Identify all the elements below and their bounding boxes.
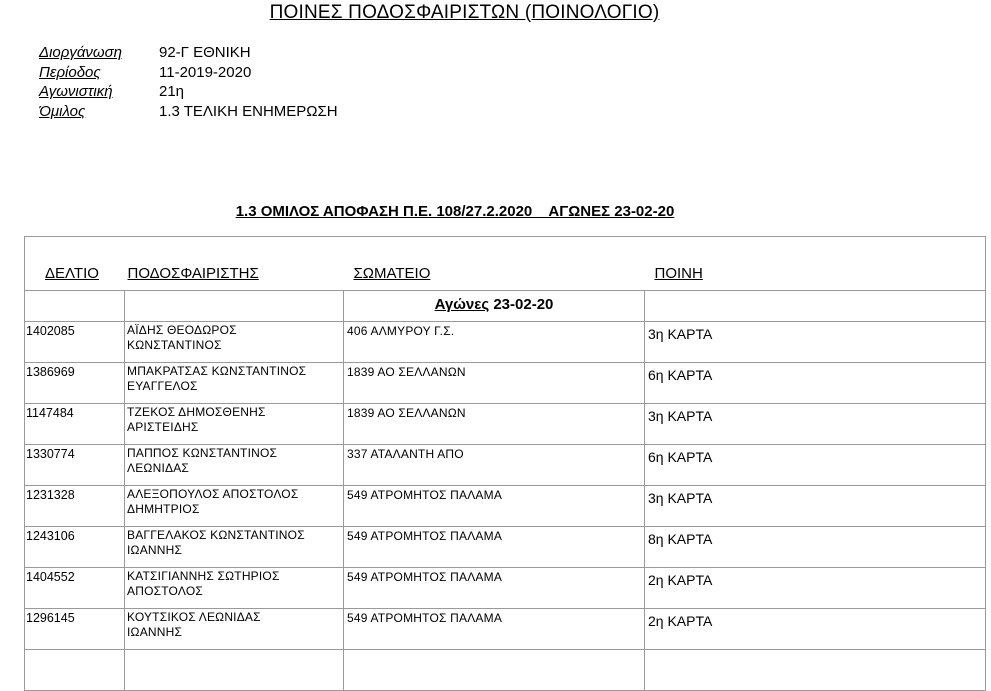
meta-label: Περίοδος <box>39 63 101 81</box>
group-cell-empty <box>25 291 125 322</box>
meta-value: 92-Γ ΕΘΝΙΚΗ <box>159 44 251 61</box>
cell-code: 1243106 <box>25 527 125 568</box>
player-father-name: ΚΩΝΣΤΑΝΤΙΝΟΣ <box>127 338 222 352</box>
table-row <box>25 322 986 363</box>
player-father-name: ΔΗΜΗΤΡΙΟΣ <box>127 502 200 516</box>
cell-player <box>125 445 344 486</box>
cell-code: 1296145 <box>25 609 125 650</box>
penalties-table <box>24 236 986 691</box>
player-father-name: ΑΠΟΣΤΟΛΟΣ <box>127 584 203 598</box>
table-row <box>25 404 986 445</box>
cell-penalty: 3η ΚΑΡΤΑ <box>645 486 986 527</box>
table-row <box>25 486 986 527</box>
cell-club <box>344 650 645 691</box>
meta-value: 11-2019-2020 <box>159 63 252 81</box>
cell-penalty: 6η ΚΑΡΤΑ <box>645 445 986 486</box>
cell-penalty: 3η ΚΑΡΤΑ <box>645 404 986 445</box>
cell-penalty: 2η ΚΑΡΤΑ <box>645 568 986 609</box>
group-label-underlined: Αγώνες <box>434 296 490 313</box>
player-surname-name: ΜΠΑΚΡΑΤΣΑΣ ΚΩΝΣΤΑΝΤΙΝΟΣ <box>127 364 307 378</box>
cell-club: 1839 ΑΟ ΣΕΛΛΑΝΩΝ <box>344 363 645 404</box>
cell-code: 1386969 <box>25 363 125 404</box>
cell-penalty: 6η ΚΑΡΤΑ <box>645 363 986 404</box>
group-label-date: 23-02-20 <box>489 296 554 313</box>
player-surname-name: ΚΑΤΣΙΓΙΑΝΝΗΣ ΣΩΤΗΡΙΟΣ <box>127 569 280 583</box>
cell-club: 549 ΑΤΡΟΜΗΤΟΣ ΠΑΛΑΜΑ <box>344 527 645 568</box>
cell-club: 337 ΑΤΑΛΑΝΤΗ ΑΠΟ <box>344 445 645 486</box>
cell-club: 406 ΑΛΜΥΡΟΥ Γ.Σ. <box>344 322 645 363</box>
cell-player <box>125 568 344 609</box>
group-label <box>344 291 645 322</box>
meta-label: Διοργάνωση <box>39 44 122 61</box>
group-cell-empty <box>125 291 344 322</box>
penalties-table-wrapper <box>24 236 985 691</box>
cell-penalty: 2η ΚΑΡΤΑ <box>645 609 986 650</box>
cell-player <box>125 363 344 404</box>
cell-code: 1402085 <box>25 322 125 363</box>
meta-value: 1.3 ΤΕΛΙΚΗ ΕΝΗΜΕΡΩΣΗ <box>159 102 338 120</box>
table-row-partial <box>25 650 986 691</box>
column-header-club: ΣΩΜΑΤΕΙΟ <box>344 237 645 291</box>
section-heading: 1.3 ΟΜΙΛΟΣ ΑΠΟΦΑΣΗ Π.Ε. 108/27.2.2020 ΑΓΩΝΕΣ 23-02-20 <box>235 203 675 220</box>
document-title: ΠΟΙΝΕΣ ΠΟΔΟΣΦΑΙΡΙΣΤΩΝ (ΠΟΙΝΟΛΟΓΙΟ) <box>269 2 660 23</box>
cell-player <box>125 486 344 527</box>
meta-row-matchday <box>39 82 338 102</box>
player-surname-name: ΚΟΥΤΣΙΚΟΣ ΛΕΩΝΙΔΑΣ <box>127 610 261 624</box>
cell-code: 1231328 <box>25 486 125 527</box>
player-surname-name: ΑΛΕΞΟΠΟΥΛΟΣ ΑΠΟΣΤΟΛΟΣ <box>127 487 299 501</box>
player-father-name: ΙΩΑΝΝΗΣ <box>127 543 183 557</box>
cell-player <box>125 609 344 650</box>
table-row <box>25 445 986 486</box>
table-row <box>25 609 986 650</box>
table-row <box>25 363 986 404</box>
document-meta <box>39 43 338 121</box>
cell-player <box>125 404 344 445</box>
player-father-name: ΕΥΑΓΓΕΛΟΣ <box>127 379 198 393</box>
cell-code: 1330774 <box>25 445 125 486</box>
player-father-name: ΛΕΩΝΙΔΑΣ <box>127 461 190 475</box>
cell-code: 1147484 <box>25 404 125 445</box>
cell-player <box>125 650 344 691</box>
group-cell-empty <box>645 291 986 322</box>
player-surname-name: ΒΑΓΓΕΛΑΚΟΣ ΚΩΝΣΤΑΝΤΙΝΟΣ <box>127 528 305 542</box>
group-row <box>25 291 986 322</box>
player-surname-name: ΠΑΠΠΟΣ ΚΩΝΣΤΑΝΤΙΝΟΣ <box>127 446 278 460</box>
player-surname-name: ΤΖΕΚΟΣ ΔΗΜΟΣΘΕΝΗΣ <box>127 405 266 419</box>
meta-value: 21η <box>159 83 185 100</box>
meta-label: Αγωνιστική <box>39 83 113 100</box>
player-father-name: ΑΡΙΣΤΕΙΔΗΣ <box>127 420 199 434</box>
player-surname-name: ΑΪΔΗΣ ΘΕΟΔΩΡΟΣ <box>127 323 237 337</box>
cell-player <box>125 527 344 568</box>
table-header-row <box>25 237 986 291</box>
cell-penalty: 3η ΚΑΡΤΑ <box>645 322 986 363</box>
table-row <box>25 568 986 609</box>
column-header-code: ΔΕΛΤΙΟ <box>25 237 125 291</box>
meta-row-competition <box>39 43 338 63</box>
column-header-player: ΠΟΔΟΣΦΑΙΡΙΣΤΗΣ <box>125 237 344 291</box>
cell-player <box>125 322 344 363</box>
table-row <box>25 527 986 568</box>
cell-penalty <box>645 650 986 691</box>
cell-code <box>25 650 125 691</box>
cell-club: 549 ΑΤΡΟΜΗΤΟΣ ΠΑΛΑΜΑ <box>344 486 645 527</box>
meta-row-group <box>39 102 338 122</box>
cell-penalty: 8η ΚΑΡΤΑ <box>645 527 986 568</box>
column-header-penalty: ΠΟΙΝΗ <box>645 237 986 291</box>
cell-code: 1404552 <box>25 568 125 609</box>
cell-club: 1839 ΑΟ ΣΕΛΛΑΝΩΝ <box>344 404 645 445</box>
player-father-name: ΙΩΑΝΝΗΣ <box>127 625 183 639</box>
meta-row-period <box>39 63 338 83</box>
cell-club: 549 ΑΤΡΟΜΗΤΟΣ ΠΑΛΑΜΑ <box>344 609 645 650</box>
cell-club: 549 ΑΤΡΟΜΗΤΟΣ ΠΑΛΑΜΑ <box>344 568 645 609</box>
meta-label: Όμιλος <box>39 102 86 120</box>
